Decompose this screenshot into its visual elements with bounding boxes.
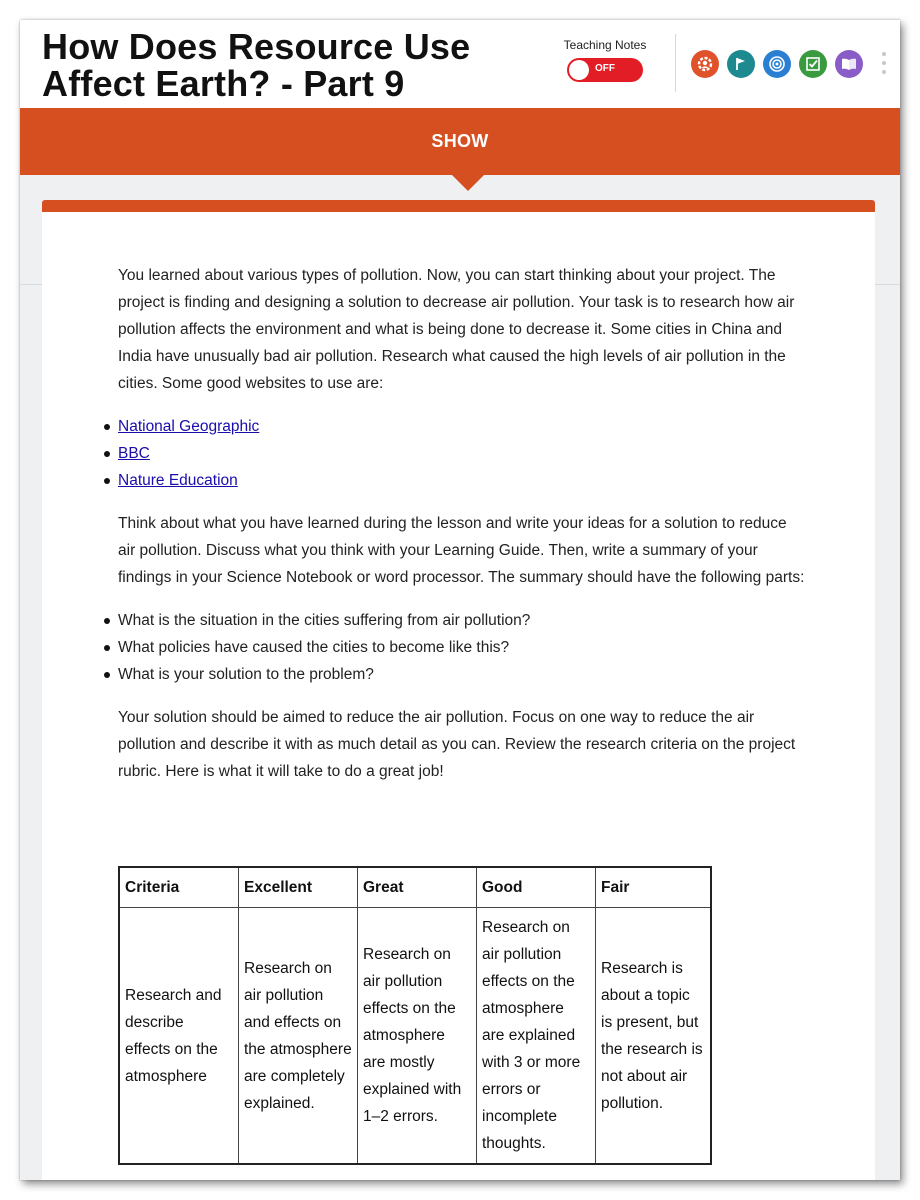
page-title: How Does Resource Use Affect Earth? - Part 9	[42, 26, 471, 104]
checklist-icon[interactable]	[799, 50, 827, 78]
banner-pointer	[452, 175, 484, 191]
book-icon[interactable]	[835, 50, 863, 78]
lesson-tools	[691, 50, 863, 80]
column-header: Good	[477, 867, 596, 908]
teaching-notes	[550, 38, 660, 82]
table-cell: Research on air pollution and effects on the atmosphere are completely explained.	[239, 908, 358, 1165]
teaching-notes-toggle[interactable]	[567, 58, 643, 82]
link-bbc[interactable]: BBC	[118, 445, 150, 462]
list-item	[118, 440, 808, 467]
flag-icon[interactable]	[727, 50, 755, 78]
rubric-table	[118, 866, 712, 1165]
lesson-window	[20, 20, 900, 1180]
list-item	[118, 467, 808, 494]
toggle-knob	[569, 60, 589, 80]
summary-instructions: Think about what you have learned during the lesson and write your ideas for a solution to reduce air pollution. Discuss what you think with your Learning Guide. Then, write a summary of your findings in your Science Notebook or word processor. The summary should have the following parts:	[118, 515, 805, 586]
column-header: Great	[358, 867, 477, 908]
top-bar	[20, 20, 900, 108]
lesson-card	[42, 200, 875, 1180]
lesson-content	[118, 262, 808, 801]
table-cell: Research on air pollution effects on the atmosphere are explained with 3 or more errors or incomplete thoughts.	[477, 908, 596, 1165]
column-header: Criteria	[119, 867, 239, 908]
summary-parts	[118, 607, 808, 688]
show-label: SHOW	[431, 131, 489, 151]
table-row	[119, 908, 711, 1165]
table-cell: Research is about a topic is present, but the research is not about air pollution.	[596, 908, 712, 1165]
table-cell: Research on air pollution effects on the atmosphere are mostly explained with 1–2 errors.	[358, 908, 477, 1165]
target-icon[interactable]	[763, 50, 791, 78]
column-header: Excellent	[239, 867, 358, 908]
table-header-row	[119, 867, 711, 908]
table-cell: Research and describe effects on the atmosphere	[119, 908, 239, 1165]
show-banner[interactable]	[20, 108, 900, 175]
link-nature-education[interactable]: Nature Education	[118, 472, 238, 489]
list-item: What is your solution to the problem?	[118, 661, 808, 688]
header-divider	[675, 34, 676, 92]
link-national-geographic[interactable]: National Geographic	[118, 418, 260, 435]
intro-paragraph: You learned about various types of pollution. Now, you can start thinking about your project. The project is finding and designing a solution to decrease air pollution. Your task is to research how air pollution affects the environment and what is being done to decrease it. Some cities in China and India have unusually bad air pollution. Research what caused the high levels of air pollution in the cities. Some good websites to use are:	[118, 267, 795, 392]
list-item	[118, 413, 808, 440]
solution-instructions: Your solution should be aimed to reduce the air pollution. Focus on one way to reduce the air pollution and describe it with as much detail as you can. Review the research criteria on the project rubric. Here is what it will take to do a great job!	[118, 709, 796, 780]
list-item: What policies have caused the cities to become like this?	[118, 634, 808, 661]
list-item: What is the situation in the cities suffering from air pollution?	[118, 607, 808, 634]
gear-person-icon[interactable]	[691, 50, 719, 78]
toggle-state-label: OFF	[595, 63, 615, 74]
teaching-notes-label: Teaching Notes	[563, 38, 647, 52]
more-options-icon[interactable]	[882, 52, 888, 79]
column-header: Fair	[596, 867, 712, 908]
website-links	[118, 413, 808, 494]
